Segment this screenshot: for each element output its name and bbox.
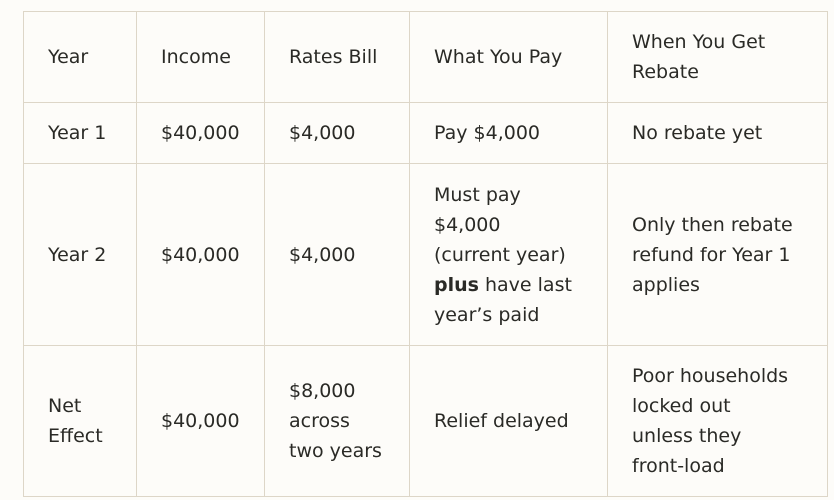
header-when-you-get-rebate: When You Get Rebate	[608, 12, 828, 103]
what-you-pay-suffix: have last year’s paid	[434, 273, 572, 326]
cell-rebate: Poor households locked out unless they front-load	[608, 346, 828, 497]
cell-what-you-pay	[410, 164, 608, 346]
cell-rebate: Only then rebate refund for Year 1 applies	[608, 164, 828, 346]
cell-rebate: No rebate yet	[608, 103, 828, 164]
table-row	[24, 103, 828, 164]
cell-what-you-pay: Pay $4,000	[410, 103, 608, 164]
header-year: Year	[24, 12, 137, 103]
cell-rates-bill: $4,000	[265, 164, 410, 346]
cell-rates-bill: $4,000	[265, 103, 410, 164]
cell-year: Year 1	[24, 103, 137, 164]
cell-income: $40,000	[137, 346, 265, 497]
cell-year: Net Effect	[24, 346, 137, 497]
header-what-you-pay: What You Pay	[410, 12, 608, 103]
what-you-pay-emphasis: plus	[434, 273, 479, 296]
cell-year: Year 2	[24, 164, 137, 346]
cell-income: $40,000	[137, 164, 265, 346]
table-row	[24, 164, 828, 346]
what-you-pay-prefix: Must pay $4,000 (current year)	[434, 183, 566, 266]
table-row	[24, 346, 828, 497]
cell-what-you-pay: Relief delayed	[410, 346, 608, 497]
header-income: Income	[137, 12, 265, 103]
table-header-row	[24, 12, 828, 103]
header-rates-bill: Rates Bill	[265, 12, 410, 103]
rates-rebate-table	[23, 11, 828, 497]
cell-income: $40,000	[137, 103, 265, 164]
cell-rates-bill: $8,000 across two years	[265, 346, 410, 497]
